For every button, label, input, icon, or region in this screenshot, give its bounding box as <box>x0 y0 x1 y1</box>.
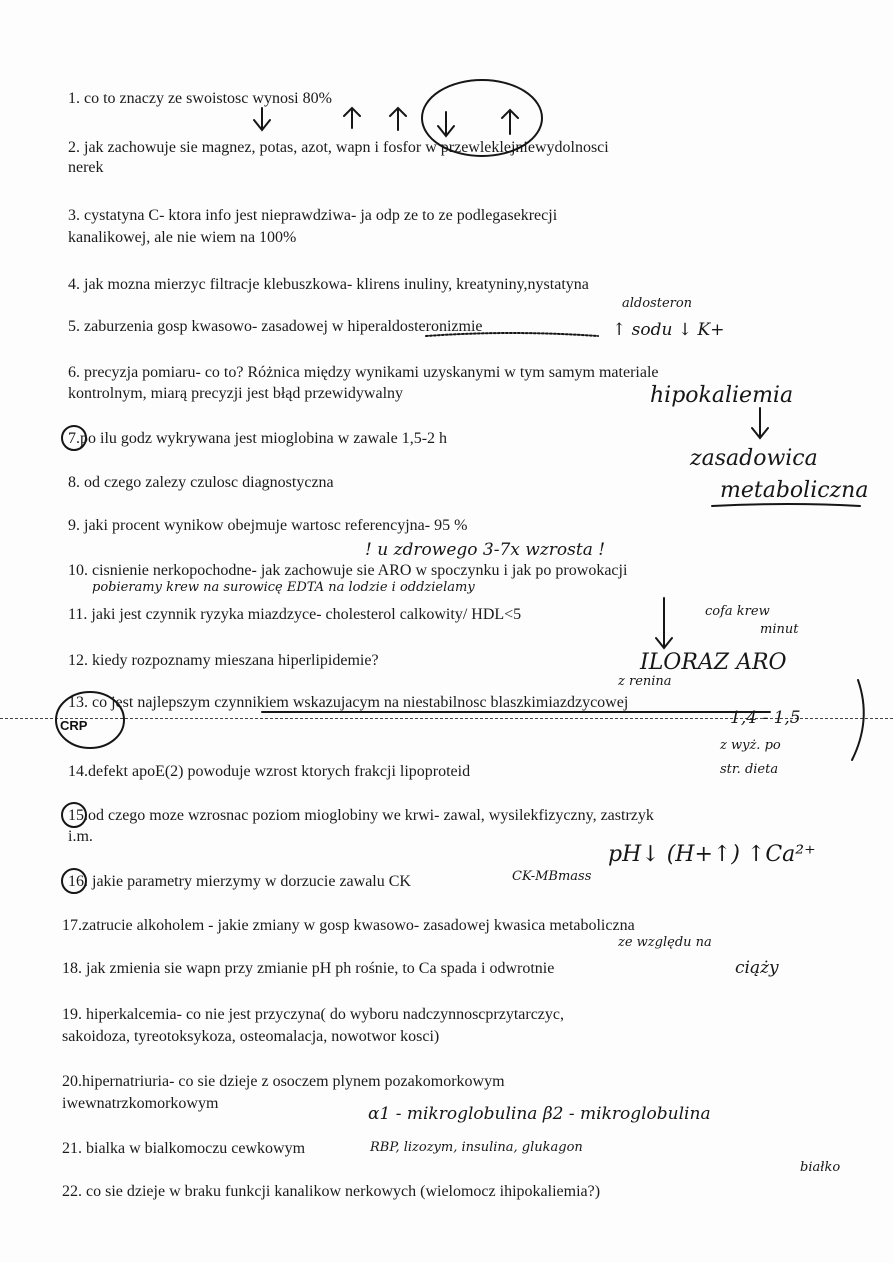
question-19-cont: sakoidoza, tyreotoksykoza, osteomalacja, nowotwor kosci) <box>62 1028 440 1045</box>
up-arrow-icon <box>344 108 360 128</box>
hw-microglobulins: α1 - mikroglobulina β2 - mikroglobulina <box>368 1104 711 1124</box>
hw-q17-under: ze względu na <box>618 935 712 950</box>
question-4: 4. jak mozna mierzyc filtracje klebuszkowa- klirens inuliny, kreatyniny,nystatyna <box>68 276 589 293</box>
down-arrow-icon <box>438 112 454 136</box>
hw-iloraz-aro: ILORAZ ARO <box>640 650 787 675</box>
hw-q18-right: ciąży <box>735 958 779 978</box>
question-20: 20.hipernatriuria- co sie dzieje z osoczem plynem pozakomorkowym <box>62 1073 505 1090</box>
question-12: 12. kiedy rozpoznamy mieszana hiperlipidemie? <box>68 652 379 669</box>
hw-proteins-list: RBP, lizozym, insulina, glukagon <box>370 1140 583 1155</box>
question-3: 3. cystatyna C- ktora info jest nieprawdziwa- ja odp ze to ze podlegasekrecji <box>68 207 558 224</box>
hw-zasadowica: zasadowica <box>690 446 818 471</box>
hw-sodium-potassium: ↑ sodu ↓ K+ <box>612 320 725 340</box>
hw-q10-under-note: pobieramy krew na surowicę EDTA na lodzie i oddzielamy <box>92 580 475 595</box>
question-3-cont: kanalikowej, ale nie wiem na 100% <box>68 229 297 246</box>
question-11: 11. jaki jest czynnik ryzyka miazdzyce- cholesterol calkowity/ HDL<5 <box>68 606 522 623</box>
hw-q11-right: cofa krew <box>705 604 770 619</box>
question-16: 16. jakie parametry mierzymy w dorzucie zawalu CK <box>68 873 411 890</box>
hw-q14-right2: str. dieta <box>720 762 779 777</box>
up-arrow-icon <box>502 110 518 134</box>
question-14: 14.defekt apoE(2) powoduje wzrost ktorych frakcji lipoproteid <box>68 763 471 780</box>
down-arrow-icon <box>254 108 270 130</box>
question-10: 10. cisnienie nerkopochodne- jak zachowuje sie ARO w spoczynku i jak po prowokacji <box>68 562 628 579</box>
hw-q10-top-note: ! u zdrowego 3-7x wzrosta ! <box>365 540 606 560</box>
question-8: 8. od czego zalezy czulosc diagnostyczna <box>68 474 334 491</box>
hw-ph-calcium: pH↓ (H+↑) ↑Ca²⁺ <box>608 842 816 867</box>
question-15: 15.od czego moze wzrosnac poziom mioglobiny we krwi- zawal, wysilekfizyczny, zastrzyk <box>68 807 654 824</box>
hw-ck-mb-mass: CK-MBmass <box>512 869 592 884</box>
hw-protein: białko <box>800 1160 841 1175</box>
question-19: 19. hiperkalcemia- co nie jest przyczyna( do wyboru nadczynnoscprzytarczyc, <box>62 1006 564 1023</box>
question-22: 22. co sie dzieje w braku funkcji kanalikow nerkowych (wielomocz ihipokaliemia?) <box>62 1183 601 1200</box>
question-7: 7.po ilu godz wykrywana jest mioglobina w zawale 1,5-2 h <box>68 430 448 447</box>
question-18: 18. jak zmienia sie wapn przy zmianie pH ph rośnie, to Ca spada i odwrotnie <box>62 960 555 977</box>
question-5: 5. zaburzenia gosp kwasowo- zasadowej w hiperaldosteronizmie <box>68 318 483 335</box>
question-15-cont: i.m. <box>68 828 93 845</box>
hw-hipokaliemia: hipokaliemia <box>650 383 794 408</box>
hw-q11-right2: minut <box>760 622 799 637</box>
hw-aldosteron: aldosteron <box>622 296 693 311</box>
question-2-cont: nerek <box>68 159 104 176</box>
hw-ratio-range: 1,4 - 1,5 <box>730 708 801 728</box>
question-9: 9. jaki procent wynikow obejmuje wartosc referencyjna- 95 % <box>68 517 468 534</box>
hw-renina: z renina <box>618 674 672 689</box>
hw-metaboliczna: metaboliczna <box>720 478 869 503</box>
question-21: 21. bialka w bialkomoczu cewkowym <box>62 1140 306 1157</box>
question-17: 17.zatrucie alkoholem - jakie zmiany w gosp kwasowo- zasadowej kwasica metaboliczna <box>62 917 635 934</box>
question-20-cont: iwewnatrzkomorkowym <box>62 1095 219 1112</box>
crp-note: CRP <box>60 718 88 733</box>
up-arrow-icon <box>390 108 406 130</box>
question-1: 1. co to znaczy ze swoistosc wynosi 80% <box>68 90 332 107</box>
question-2: 2. jak zachowuje sie magnez, potas, azot, wapn i fosfor w przewleklejniewydolnosci <box>68 139 609 156</box>
question-6-cont: kontrolnym, miarą precyzji jest błąd przewidywalny <box>68 385 404 402</box>
question-6: 6. precyzja pomiaru- co to? Różnica między wynikami uzyskanymi w tym samym materiale <box>68 364 659 381</box>
question-13: 13. co jest najlepszym czynnikiem wskazujacym na niestabilnosc blaszkimiazdzycowej <box>68 694 629 711</box>
hw-q14-right1: z wyż. po <box>720 738 781 753</box>
